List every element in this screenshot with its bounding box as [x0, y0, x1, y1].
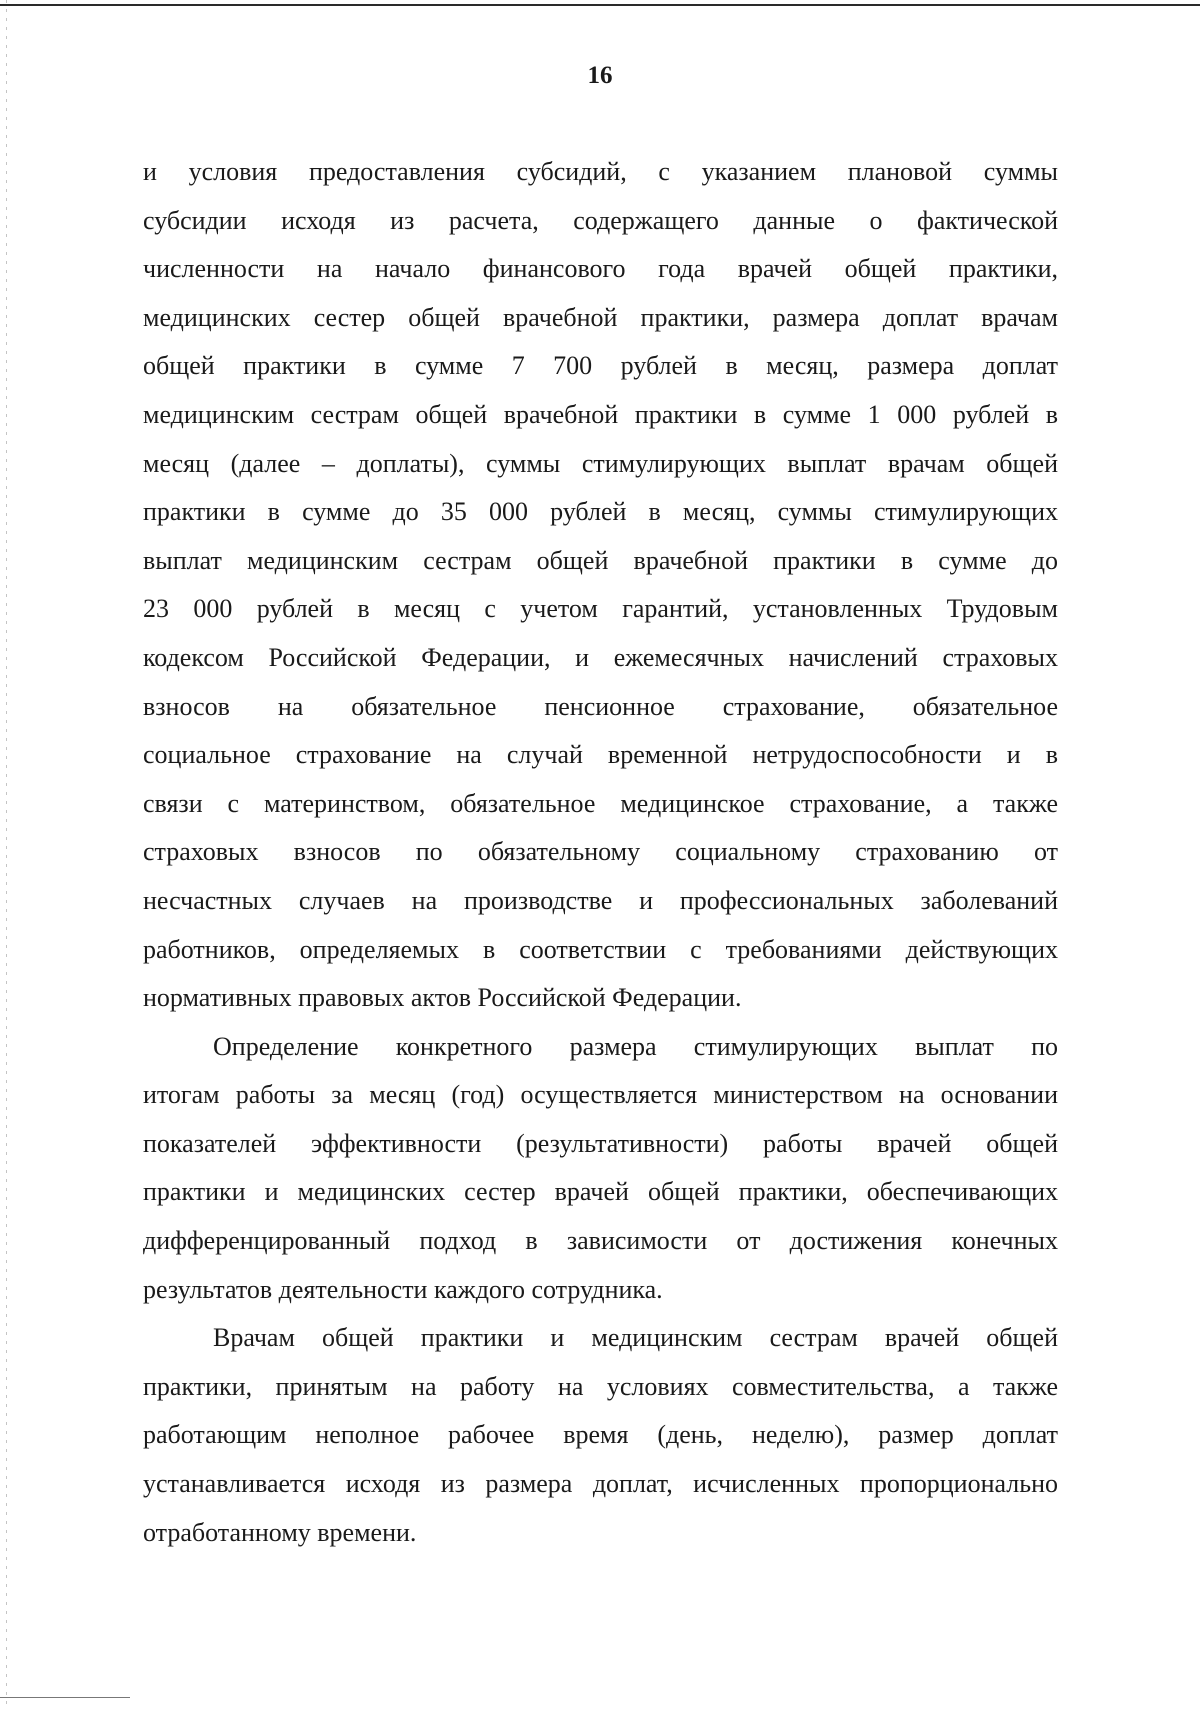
text-line: месяц (далее – доплаты), суммы стимулирующих выплат врачам общей — [143, 448, 1058, 478]
text-line: нормативных правовых актов Российской Федерации. — [143, 983, 742, 1013]
text-line: медицинских сестер общей врачебной практики, размера доплат врачам — [143, 302, 1058, 332]
text-line: медицинским сестрам общей врачебной практики в сумме 1 000 рублей в — [143, 399, 1058, 429]
text-line: выплат медицинским сестрам общей врачебной практики в сумме до — [143, 545, 1058, 575]
text-line: практики в сумме до 35 000 рублей в месяц, суммы стимулирующих — [143, 497, 1058, 527]
text-line: результатов деятельности каждого сотрудника. — [143, 1274, 663, 1304]
text-line: практики, принятым на работу на условиях совместительства, а также — [143, 1371, 1058, 1401]
text-line: работников, определяемых в соответствии с требованиями действующих — [143, 934, 1058, 964]
text-line: итогам работы за месяц (год) осуществляется министерством на основании — [143, 1080, 1058, 1110]
text-line: социальное страхование на случай временной нетрудоспособности и в — [143, 740, 1058, 770]
text-line: численности на начало финансового года врачей общей практики, — [143, 254, 1058, 284]
text-line: Врачам общей практики и медицинским сестрам врачей общей — [213, 1323, 1058, 1353]
text-line: отработанному времени. — [143, 1517, 417, 1547]
text-line: практики и медицинских сестер врачей общей практики, обеспечивающих — [143, 1177, 1058, 1207]
text-line: кодексом Российской Федерации, и ежемесячных начислений страховых — [143, 642, 1058, 672]
text-line: показателей эффективности (результативности) работы врачей общей — [143, 1128, 1058, 1158]
text-line: Определение конкретного размера стимулирующих выплат по — [213, 1031, 1058, 1061]
text-line: и условия предоставления субсидий, с указанием плановой суммы — [143, 157, 1058, 186]
scan-top-border — [0, 4, 1200, 6]
text-line: субсидии исходя из расчета, содержащего данные о фактической — [143, 205, 1058, 235]
text-line: несчастных случаев на производстве и профессиональных заболеваний — [143, 885, 1058, 915]
scan-bottom-mark — [0, 1697, 130, 1698]
text-line: 23 000 рублей в месяц с учетом гарантий, установленных Трудовым — [143, 594, 1058, 624]
paragraph-1 — [143, 148, 1058, 1023]
text-line: работающим неполное рабочее время (день, неделю), размер доплат — [143, 1420, 1058, 1450]
text-line: связи с материнством, обязательное медицинское страхование, а также — [143, 788, 1058, 818]
text-line: дифференцированный подход в зависимости от достижения конечных — [143, 1226, 1058, 1256]
paragraph-2 — [143, 1023, 1058, 1315]
text-line: общей практики в сумме 7 700 рублей в месяц, размера доплат — [143, 351, 1058, 381]
paragraph-3 — [143, 1314, 1058, 1557]
text-line: устанавливается исходя из размера доплат, исчисленных пропорционально — [143, 1469, 1058, 1499]
text-line: взносов на обязательное пенсионное страхование, обязательное — [143, 691, 1058, 721]
text-line: страховых взносов по обязательному социальному страхованию от — [143, 837, 1058, 867]
scan-left-edge — [6, 0, 7, 1710]
document-body — [143, 148, 1058, 1557]
page-number: 16 — [587, 62, 613, 89]
